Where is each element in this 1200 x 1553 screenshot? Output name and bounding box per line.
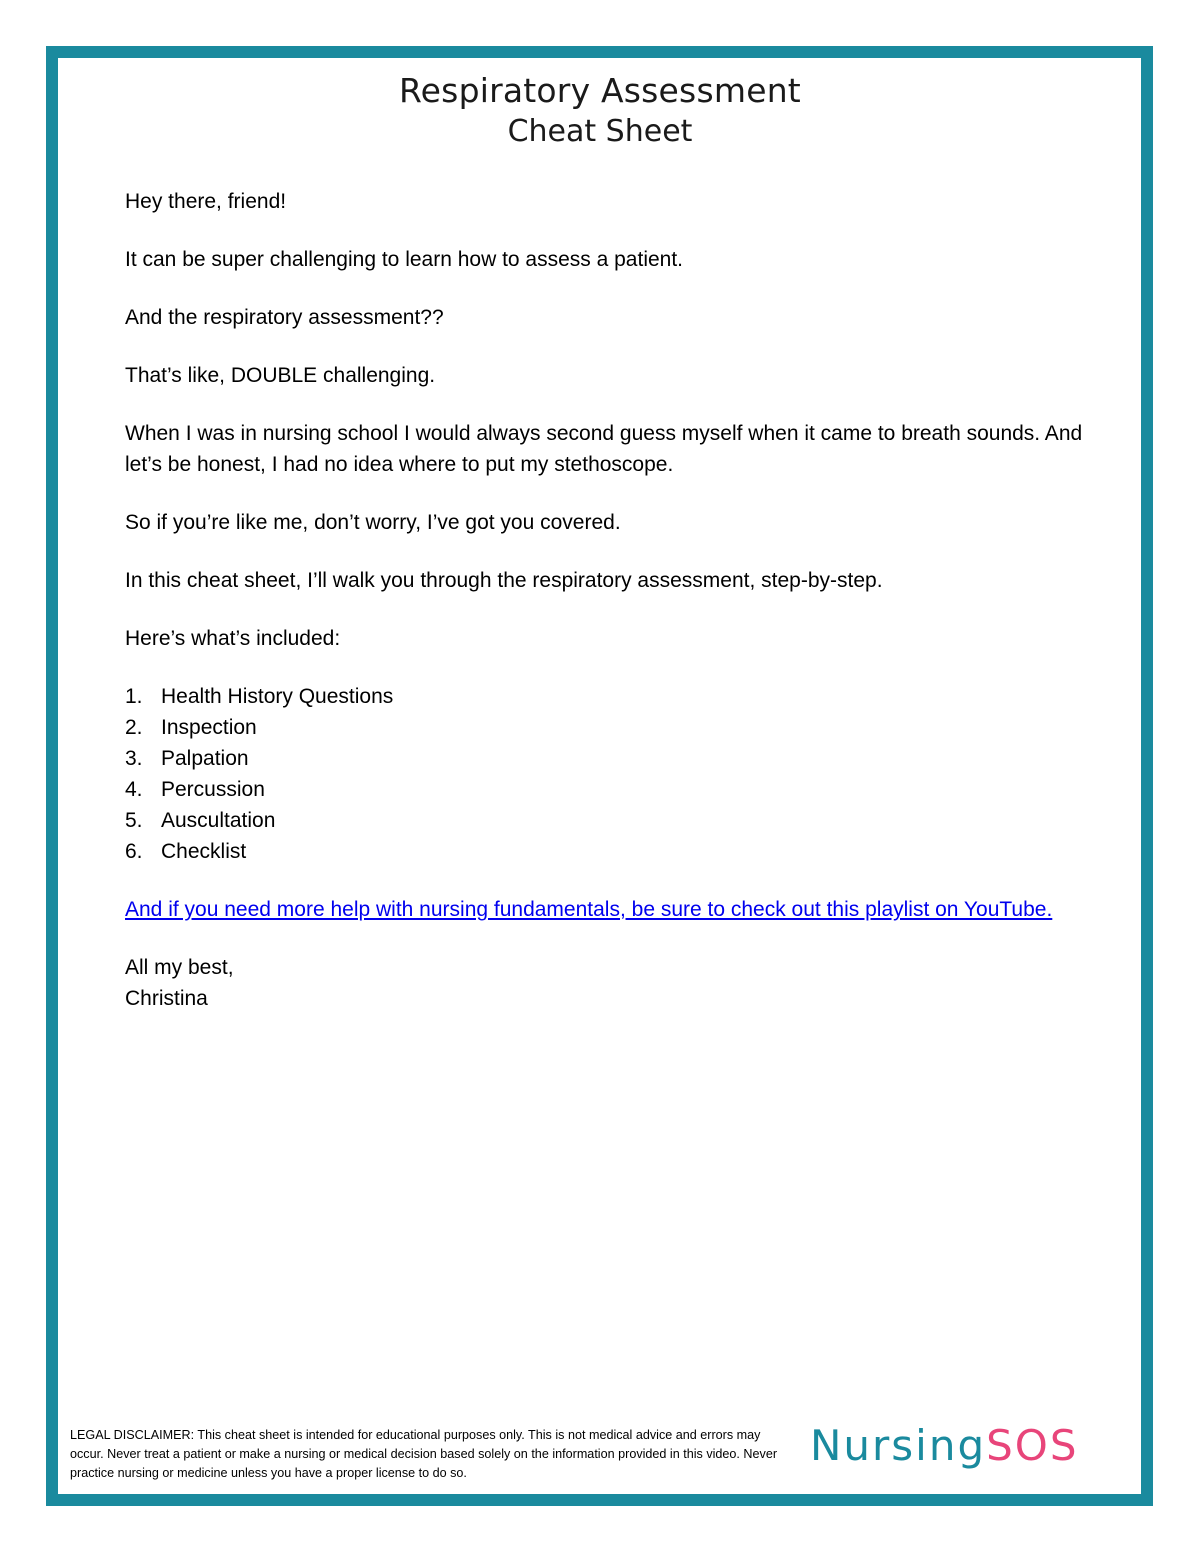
- logo-text-sos: SOS: [986, 1421, 1079, 1470]
- youtube-playlist-link[interactable]: And if you need more help with nursing fundamentals, be sure to check out this playlist on YouTube.: [125, 898, 1053, 921]
- list-item: [125, 681, 1115, 712]
- list-intro: Here’s what’s included:: [125, 627, 341, 650]
- greeting: Hey there, friend!: [125, 190, 287, 213]
- list-item-label: Health History Questions: [161, 685, 394, 708]
- page-subtitle: Cheat Sheet: [507, 114, 693, 149]
- list-item: [125, 805, 1115, 836]
- list-item-label: Auscultation: [161, 809, 276, 832]
- list-item-label: Palpation: [161, 747, 249, 770]
- logo-text-nursing: Nursing: [810, 1421, 987, 1470]
- included-list: [125, 681, 1115, 867]
- list-number: 1.: [125, 685, 143, 708]
- body-paragraph: It can be super challenging to learn how to assess a patient.: [125, 248, 684, 271]
- body-paragraph: In this cheat sheet, I’ll walk you through the respiratory assessment, step-by-step.: [125, 569, 883, 592]
- list-item: [125, 836, 1115, 867]
- list-number: 3.: [125, 747, 143, 770]
- list-item-label: Inspection: [161, 716, 257, 739]
- page-title: Respiratory Assessment: [399, 71, 801, 110]
- body-paragraph: That’s like, DOUBLE challenging.: [125, 364, 436, 387]
- list-item-label: Checklist: [161, 840, 247, 863]
- list-number: 6.: [125, 840, 143, 863]
- letter-body: [125, 186, 1115, 1014]
- legal-disclaimer: LEGAL DISCLAIMER: This cheat sheet is intended for educational purposes only. This is not medical advice and errors may occur. Never treat a patient or make a nursing or medical decision based solely on the information provided in this video. Never practice nursing or medicine unless you have a proper license to do so.: [70, 1428, 778, 1480]
- list-item-label: Percussion: [161, 778, 265, 801]
- nursingsos-logo: [810, 1418, 1079, 1474]
- list-item: [125, 743, 1115, 774]
- signature: Christina: [125, 987, 208, 1010]
- body-paragraph: And the respiratory assessment??: [125, 306, 444, 329]
- list-item: [125, 774, 1115, 805]
- list-number: 2.: [125, 716, 143, 739]
- list-number: 5.: [125, 809, 143, 832]
- body-paragraph: So if you’re like me, don’t worry, I’ve got you covered.: [125, 511, 621, 534]
- signoff: All my best,: [125, 956, 234, 979]
- list-number: 4.: [125, 778, 143, 801]
- body-paragraph: When I was in nursing school I would always second guess myself when it came to breath sounds. And let’s be honest, I had no idea where to put my stethoscope.: [125, 422, 1083, 476]
- list-item: [125, 712, 1115, 743]
